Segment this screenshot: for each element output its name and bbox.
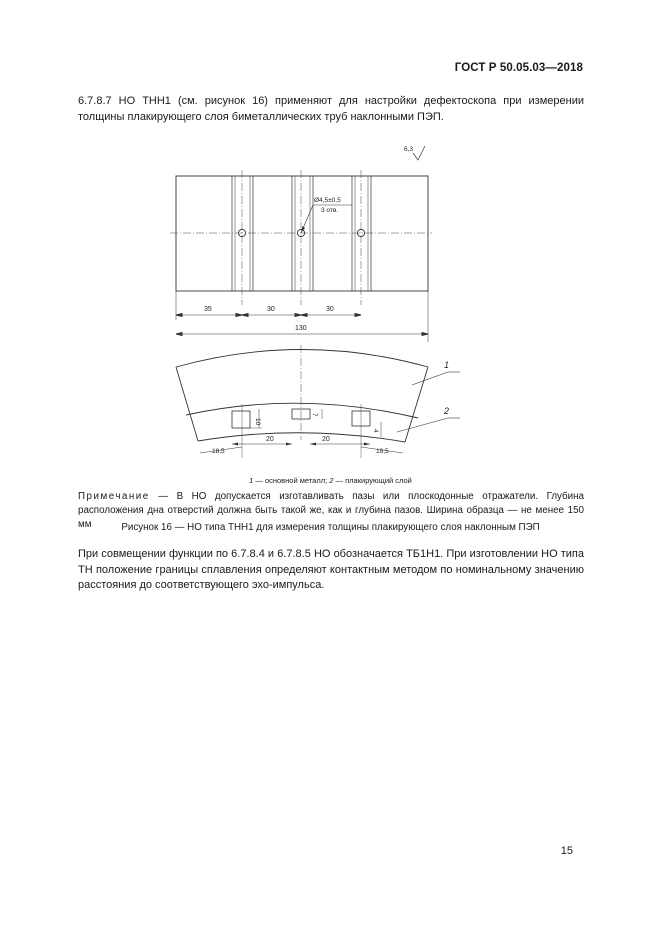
dim-7: 7 (311, 413, 318, 417)
legend-text-2: — плакирующий слой (333, 476, 412, 485)
top-view (170, 170, 432, 305)
dim-20-right: 20 (322, 436, 330, 443)
page-number: 15 (560, 845, 573, 857)
dim-130: 130 (295, 325, 307, 332)
note-label: Примечание (78, 491, 150, 502)
note-text: — В НО допускается изготавливать пазы или плоскодонные отражатели. Глубина расположения дна отверстий должна быть такой же, как и глубина пазов. Ширина образца — не менее 150 мм (78, 491, 584, 530)
legend-text-1: — основной металл; (253, 476, 330, 485)
top-dimensions (176, 291, 428, 342)
paragraph-6-7-8-7: 6.7.8.7 НО ТНН1 (см. рисунок 16) применяют для настройки дефектоскопа при измерении толщины плакирующего слоя биметаллических труб наклонными ПЭП. (78, 95, 584, 123)
dim-4: 4 (372, 429, 379, 433)
paragraph-combined-function: При совмещении функции по 6.7.8.4 и 6.7.8.5 НО обозначается ТБ1Н1. При изготовлении НО типа ТН положение границы сплавления определяют контактным методом по номинальному значению расстояния до соответствующего эхо-импульса. (78, 548, 584, 591)
dim-18-5-left: 18,5 (212, 448, 225, 455)
dim-18-5-right: 18,5 (376, 448, 389, 455)
hole-count-label: 3 отв. (321, 207, 339, 214)
legend-number-1: 1 (249, 476, 254, 485)
legend-number-2: 2 (329, 476, 334, 485)
figure-legend (0, 476, 661, 485)
dim-10: 10 (254, 418, 261, 426)
figure-16-drawing (140, 140, 460, 480)
dim-30-right: 30 (326, 306, 334, 313)
hole-diameter-label: Ø4,5±0,5 (314, 197, 341, 204)
dim-35: 35 (204, 306, 212, 313)
roughness-value: 6,3 (404, 146, 414, 153)
document-id-header: ГОСТ Р 50.05.03—2018 (454, 62, 583, 74)
label-cladding: 2 (444, 406, 450, 416)
roughness-symbol (404, 146, 425, 160)
side-view (176, 345, 460, 458)
dim-20-left: 20 (266, 436, 274, 443)
dim-30-left: 30 (267, 306, 275, 313)
label-base-metal: 1 (444, 360, 450, 370)
figure-caption: Рисунок 16 — НО типа ТНН1 для измерения толщины плакирующего слоя наклонным ПЭП (121, 522, 540, 533)
